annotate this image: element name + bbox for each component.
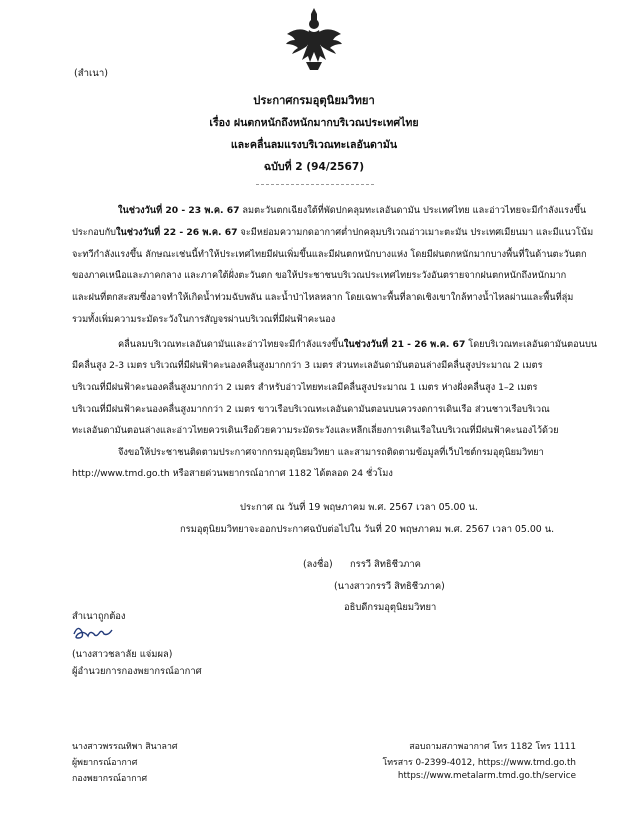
contact-phone: สอบถามสภาพอากาศ โทร 1182 โทร 1111 <box>409 742 576 752</box>
paragraph-line: ประกอบกับในช่วงวันที่ 22 - 26 พ.ค. 67 จะมีหย่อมความกดอากาศต่ำปกคลุมบริเวณอ่าวเมาะตะมัน ประเทศเมียนมา และมีแนวโน้ม <box>72 227 594 238</box>
paragraph-line: ของภาคเหนือและภาคกลาง และภาคใต้ฝั่งตะวันตก ขอให้ประชาชนบริเวณประเทศไทยระวังอันตรายจากฝนตกหนักถึงหนักมาก <box>72 270 567 281</box>
announcement-subject: เรื่อง ฝนตกหนักถึงหนักมากบริเวณประเทศไทย <box>209 117 419 129</box>
paragraph-line: และฝนที่ตกสะสมซึ่งอาจทำให้เกิดน้ำท่วมฉับพลัน และน้ำป่าไหลหลาก โดยเฉพาะพื้นที่ลาดเชิงเขาใกล้ทางน้ำไหลผ่านและพื้นที่ลุ่ม <box>72 292 574 303</box>
certifier-position: ผู้อำนวยการกองพยากรณ์อากาศ <box>72 666 202 677</box>
announcement-subject-line2: และคลื่นลมแรงบริเวณทะเลอันดามัน <box>230 139 398 151</box>
title-divider <box>256 184 374 185</box>
paragraph-line: ทะเลอันดามันตอนล่างและอ่าวไทยควรเดินเรือด้วยความระมัดระวังและหลีกเลี่ยงการเดินเรือในบริเวณที่มีฝนฟ้าคะนองไว้ด้วย <box>72 425 559 436</box>
handwritten-signature <box>70 622 122 642</box>
paragraph-line: มีคลื่นสูง 2-3 เมตร บริเวณที่มีฝนฟ้าคะนองคลื่นสูงมากกว่า 3 เมตร ส่วนทะเลอันดามันตอนล่างมีคลื่นสูงประมาณ 2 เมตร <box>72 360 543 371</box>
forecaster-name: นางสาวพรรณทิพา สินาลาศ <box>72 742 178 752</box>
next-announcement: กรมอุตุนิยมวิทยาจะออกประกาศฉบับต่อไปใน วันที่ 20 พฤษภาคม พ.ศ. 2567 เวลา 05.00 น. <box>180 524 555 535</box>
certified-copy-label: สำเนาถูกต้อง <box>72 611 126 622</box>
issue-number: ฉบับที่ 2 (94/2567) <box>263 161 365 173</box>
copy-label: (สำเนา) <box>74 68 108 79</box>
paragraph-line: จะทวีกำลังแรงขึ้น ลักษณะเช่นนี้ทำให้ประเทศไทยมีฝนเพิ่มขึ้นและมีฝนตกหนักบางแห่ง โดยมีฝนตกหนักมากบางพื้นที่ในด้านตะวันตก <box>72 249 587 260</box>
announcement-date: ประกาศ ณ วันที่ 19 พฤษภาคม พ.ศ. 2567 เวลา 05.00 น. <box>240 502 478 513</box>
forecaster-division: กองพยากรณ์อากาศ <box>72 774 148 784</box>
signer-full-name: (นางสาวกรรวี สิทธิชีวภาค) <box>334 581 445 592</box>
certifier-name: (นางสาวชลาลัย แจ่มผล) <box>72 649 173 660</box>
paragraph-line: บริเวณที่มีฝนฟ้าคะนองคลื่นสูงมากกว่า 2 เมตร ขาวเรือบริเวณทะเลอันดามันตอนบนควรงดการเดินเรือ ส่วนชาวเรือบริเวณ <box>72 404 550 415</box>
signer-name: กรรวี สิทธิชีวภาค <box>350 559 421 570</box>
announcement-title: ประกาศกรมอุตุนิยมวิทยา <box>253 94 375 107</box>
signer-position: อธิบดีกรมอุตุนิยมวิทยา <box>344 602 437 613</box>
paragraph-line: ในช่วงวันที่ 20 - 23 พ.ค. 67 ลมตะวันตกเฉียงใต้ที่พัดปกคลุมทะเลอันดามัน ประเทศไทย และอ่าวไทยจะมีกำลังแรงขึ้น <box>118 205 587 216</box>
paragraph-line: คลื่นลมบริเวณทะเลอันดามันและอ่าวไทยจะมีกำลังแรงขึ้นในช่วงวันที่ 21 - 26 พ.ค. 67 โดยบริเวณทะเลอันดามันตอนบน <box>118 339 598 350</box>
contact-fax-website: โทรสาร 0-2399-4012, https://www.tmd.go.th <box>382 758 576 768</box>
paragraph-3-line1: จึงขอให้ประชาชนติดตามประกาศจากกรมอุตุนิยมวิทยา และสามารถติดตามข้อมูลที่เว็บไซต์กรมอุตุนิยมวิทยา <box>118 447 544 458</box>
garuda-emblem-icon <box>282 4 346 74</box>
metalarm-link[interactable]: https://www.metalarm.tmd.go.th/service <box>397 771 576 781</box>
forecaster-title: ผู้พยากรณ์อากาศ <box>72 758 138 768</box>
paragraph-3-line2: http://www.tmd.go.th หรือสายด่วนพยากรณ์อากาศ 1182 ได้ตลอด 24 ชั่วโมง <box>72 468 393 479</box>
paragraph-line: รวมทั้งเพิ่มความระมัดระวังในการสัญจรผ่านบริเวณที่มีฝนฟ้าคะนอง <box>72 314 336 325</box>
paragraph-line: บริเวณที่มีฝนฟ้าคะนองคลื่นสูงมากกว่า 2 เมตร สำหรับอ่าวไทยทะเลมีคลื่นสูงประมาณ 1 เมตร ห่างฝั่งคลื่นสูง 1–2 เมตร <box>72 382 538 393</box>
signed-label: (ลงชื่อ) <box>303 559 333 570</box>
